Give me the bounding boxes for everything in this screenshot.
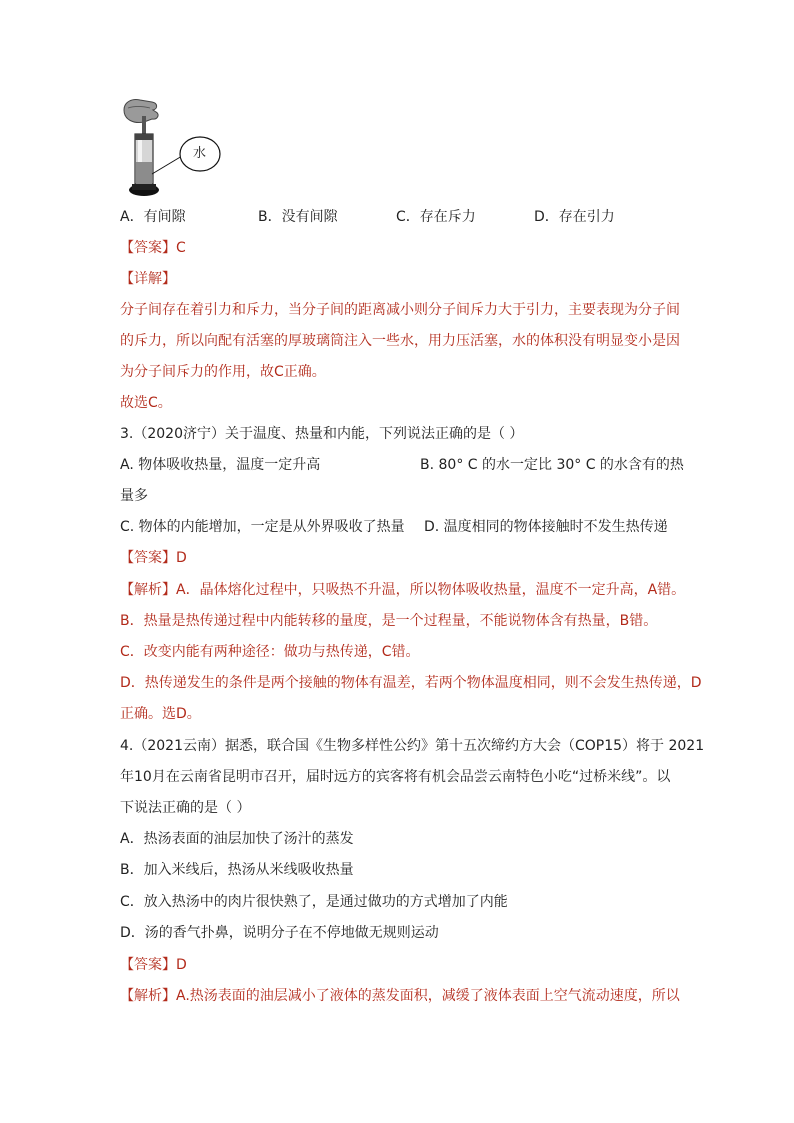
q3-analysis-line-2: B．热量是热传递过程中内能转移的量度，是一个过程量，不能说物体含有热量，B错。 [120, 613, 658, 629]
piston-cylinder-illustration [122, 96, 232, 202]
q4-option-d: D．汤的香气扑鼻，说明分子在不停地做无规则运动 [120, 925, 439, 941]
piston-cylinder-figure [122, 96, 232, 202]
q2-detail-heading: 【详解】 [120, 271, 176, 287]
q3-analysis-line-4: D．热传递发生的条件是两个接触的物体有温差，若两个物体温度相同，则不会发生热传递，D [120, 675, 702, 691]
q4-option-c: C．放入热汤中的肉片很快熟了，是通过做功的方式增加了内能 [120, 894, 508, 910]
q3-answer: 【答案】D [120, 550, 187, 566]
q2-explanation-line-3: 为分子间斥力的作用，故C正确。 [120, 364, 326, 380]
q4-question-line-3: 下说法正确的是（ ） [120, 800, 251, 816]
q2-options [120, 206, 720, 226]
q4-analysis-line-1: 【解析】A.热汤表面的油层减小了液体的蒸发面积，减缓了液体表面上空气流动速度，所以 [120, 988, 680, 1004]
q3-analysis-line-5: 正确。选D。 [120, 706, 201, 722]
q2-conclusion: 故选C。 [120, 395, 172, 411]
q3-analysis-line-1: 【解析】A．晶体熔化过程中，只吸热不升温，所以物体吸收热量，温度不一定升高，A错。 [120, 582, 686, 598]
q4-question-line-2: 年10月在云南省昆明市召开，届时远方的宾客将有机会品尝云南特色小吃“过桥米线”。以 [120, 769, 671, 785]
q3-option-b-continued: 量多 [120, 488, 148, 504]
q2-explanation-line-1: 分子间存在着引力和斥力，当分子间的距离减小则分子间斥力大于引力，主要表现为分子间 [120, 302, 680, 318]
q2-answer: 【答案】C [120, 240, 186, 256]
q2-option-a: A．有间隙 [120, 209, 186, 225]
q3-option-b: B. 80° C 的水一定比 30° C 的水含有的热 [420, 457, 684, 473]
q2-explanation-line-2: 的斥力，所以向配有活塞的厚玻璃筒注入一些水，用力压活塞，水的体积没有明显变小是因 [120, 333, 680, 349]
bubble-label: 水 [193, 146, 207, 161]
q3-analysis-line-3: C．改变内能有两种途径：做功与热传递，C错。 [120, 644, 420, 660]
q2-option-b: B．没有间隙 [258, 209, 338, 225]
q2-option-c: C．存在斥力 [396, 209, 476, 225]
q3-option-d: D. 温度相同的物体接触时不发生热传递 [424, 519, 668, 535]
q3-option-c: C. 物体的内能增加，一定是从外界吸收了热量 [120, 519, 405, 535]
q3-question: 3.（2020济宁）关于温度、热量和内能，下列说法正确的是（ ） [120, 426, 524, 442]
q4-option-b: B．加入米线后，热汤从米线吸收热量 [120, 862, 354, 878]
q2-option-d: D．存在引力 [534, 209, 615, 225]
q4-question-line-1: 4.（2021云南）据悉，联合国《生物多样性公约》第十五次缔约方大会（COP15）将于 2021 [120, 738, 705, 754]
q4-option-a: A．热汤表面的油层加快了汤汁的蒸发 [120, 831, 354, 847]
q3-option-a: A. 物体吸收热量，温度一定升高 [120, 457, 321, 473]
q4-answer: 【答案】D [120, 957, 187, 973]
